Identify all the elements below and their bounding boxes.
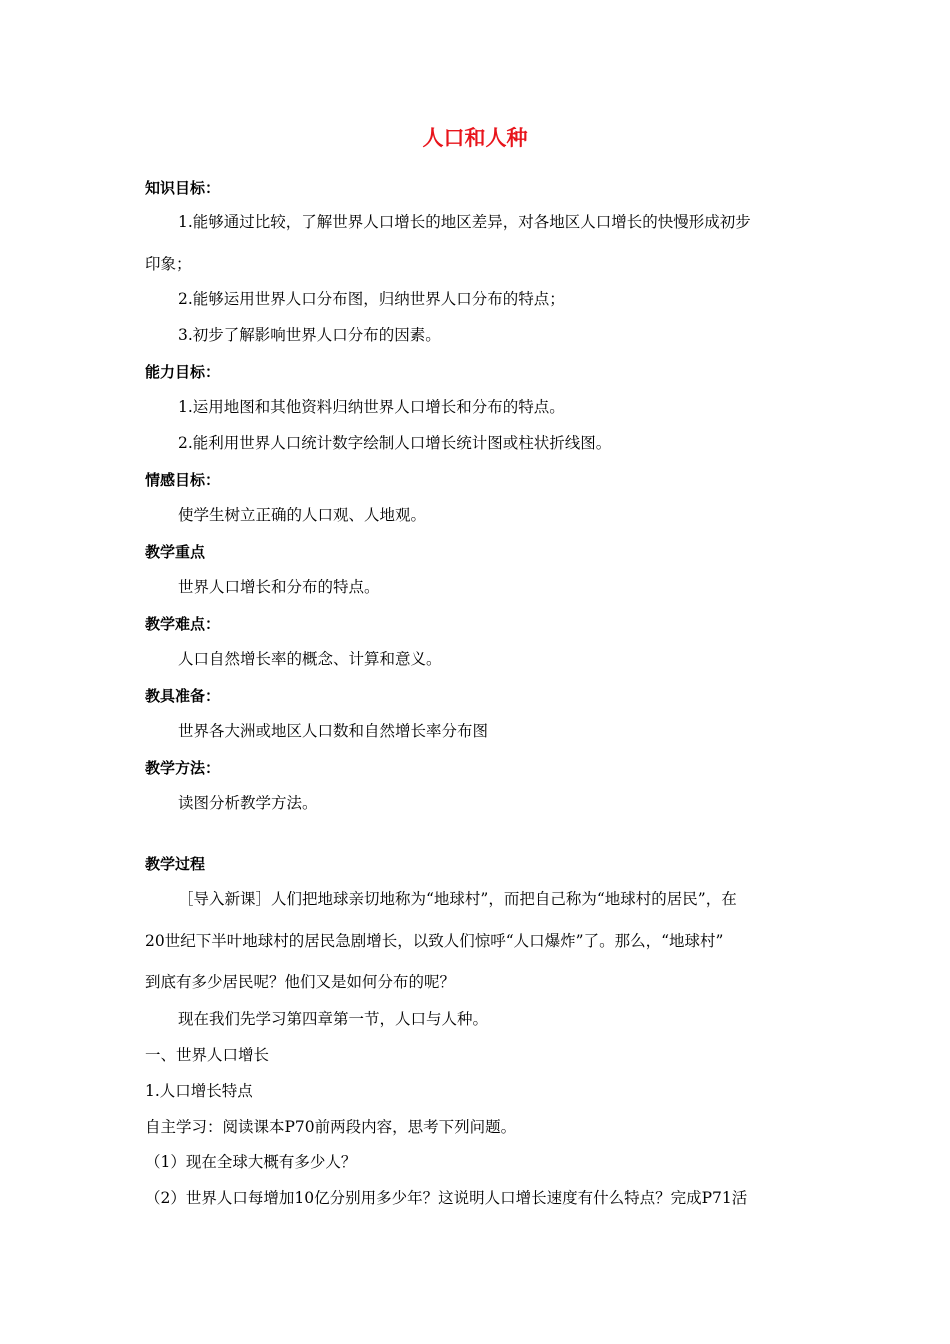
- process-intro-line-3: 到底有多少居民呢？他们又是如何分布的呢？: [145, 973, 456, 991]
- tools-text: 世界各大洲或地区人口数和自然增长率分布图: [178, 722, 489, 740]
- knowledge-item-1: 1.能够通过比较，了解世界人口增长的地区差异，对各地区人口增长的快慢形成初步: [178, 213, 751, 231]
- emotion-text: 使学生树立正确的人口观、人地观。: [178, 506, 427, 524]
- focus-heading: 教学重点: [145, 543, 206, 561]
- method-text: 读图分析教学方法。: [178, 794, 318, 812]
- process-heading: 教学过程: [145, 855, 206, 873]
- knowledge-item-3: 3.初步了解影响世界人口分布的因素。: [178, 326, 441, 344]
- process-now: 现在我们先学习第四章第一节，人口与人种。: [178, 1010, 489, 1028]
- question-1: （1）现在全球大概有多少人？: [145, 1153, 357, 1171]
- knowledge-item-2: 2.能够运用世界人口分布图，归纳世界人口分布的特点；: [178, 290, 565, 308]
- process-intro-line-1: ［导入新课］人们把地球亲切地称为“地球村”，而把自己称为“地球村的居民”，在: [178, 890, 737, 908]
- knowledge-heading: 知识目标：: [145, 179, 221, 197]
- subsection-1-title: 1.人口增长特点: [145, 1082, 253, 1100]
- section-1-title: 一、世界人口增长: [145, 1046, 270, 1064]
- question-2: （2）世界人口每增加10亿分别用多少年？这说明人口增长速度有什么特点？完成P71活: [145, 1189, 748, 1207]
- difficulty-heading: 教学难点：: [145, 615, 221, 633]
- process-intro-line-2: 20世纪下半叶地球村的居民急剧增长，以致人们惊呼“人口爆炸”了。那么，“地球村”: [145, 932, 724, 950]
- tools-heading: 教具准备：: [145, 687, 221, 705]
- self-study-text: 自主学习：阅读课本P70前两段内容，思考下列问题。: [145, 1118, 517, 1136]
- document-title: 人口和人种: [422, 126, 528, 150]
- knowledge-item-1-cont: 印象；: [145, 255, 192, 273]
- focus-text: 世界人口增长和分布的特点。: [178, 578, 380, 596]
- ability-heading: 能力目标：: [145, 363, 221, 381]
- ability-item-2: 2.能利用世界人口统计数字绘制人口增长统计图或柱状折线图。: [178, 434, 612, 452]
- method-heading: 教学方法：: [145, 759, 221, 777]
- emotion-heading: 情感目标：: [145, 471, 221, 489]
- ability-item-1: 1.运用地图和其他资料归纳世界人口增长和分布的特点。: [178, 398, 565, 416]
- difficulty-text: 人口自然增长率的概念、计算和意义。: [178, 650, 442, 668]
